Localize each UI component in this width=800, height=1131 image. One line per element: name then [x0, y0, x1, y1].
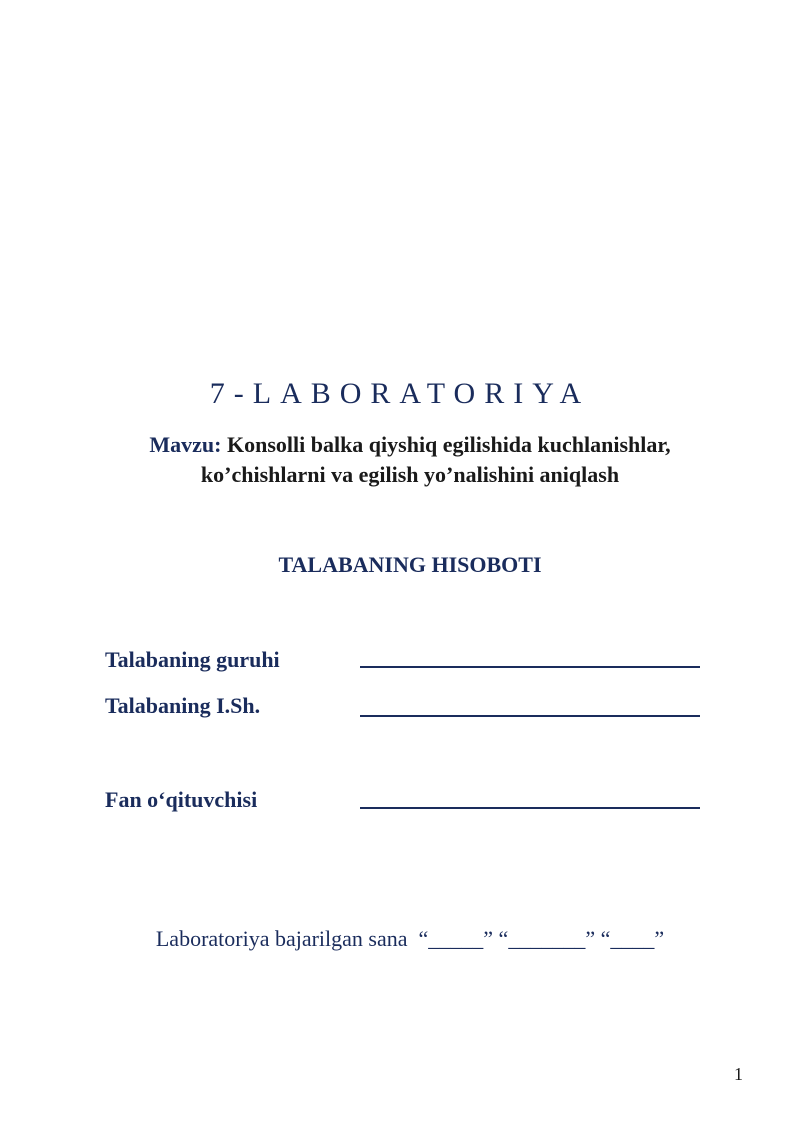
group-label: Talabaning guruhi — [105, 647, 280, 672]
date-label: Laboratoriya bajarilgan sana — [155, 926, 408, 951]
teacher-underline — [360, 807, 700, 809]
teacher-label: Fan o‘qituvchisi — [105, 787, 258, 812]
name-underline — [360, 715, 700, 717]
topic-line-2: ko’chishlarni va egilish yo’nalishini aniqlash — [200, 462, 620, 487]
topic-block — [60, 430, 760, 490]
topic-line-1: Konsolli balka qiyshiq egilishida kuchlanishlar, — [226, 432, 671, 457]
lab-title: 7-LABORATORIYA — [209, 377, 591, 410]
group-underline — [360, 666, 700, 668]
topic-label: Mavzu: — [149, 432, 222, 457]
report-heading: TALABANING HISOBOTI — [278, 552, 542, 577]
name-label: Talabaning I.Sh. — [105, 693, 261, 718]
date-blanks: “_____” “_______” “____” — [418, 926, 665, 951]
date-line — [0, 924, 800, 954]
page-number: 1 — [734, 1064, 743, 1084]
